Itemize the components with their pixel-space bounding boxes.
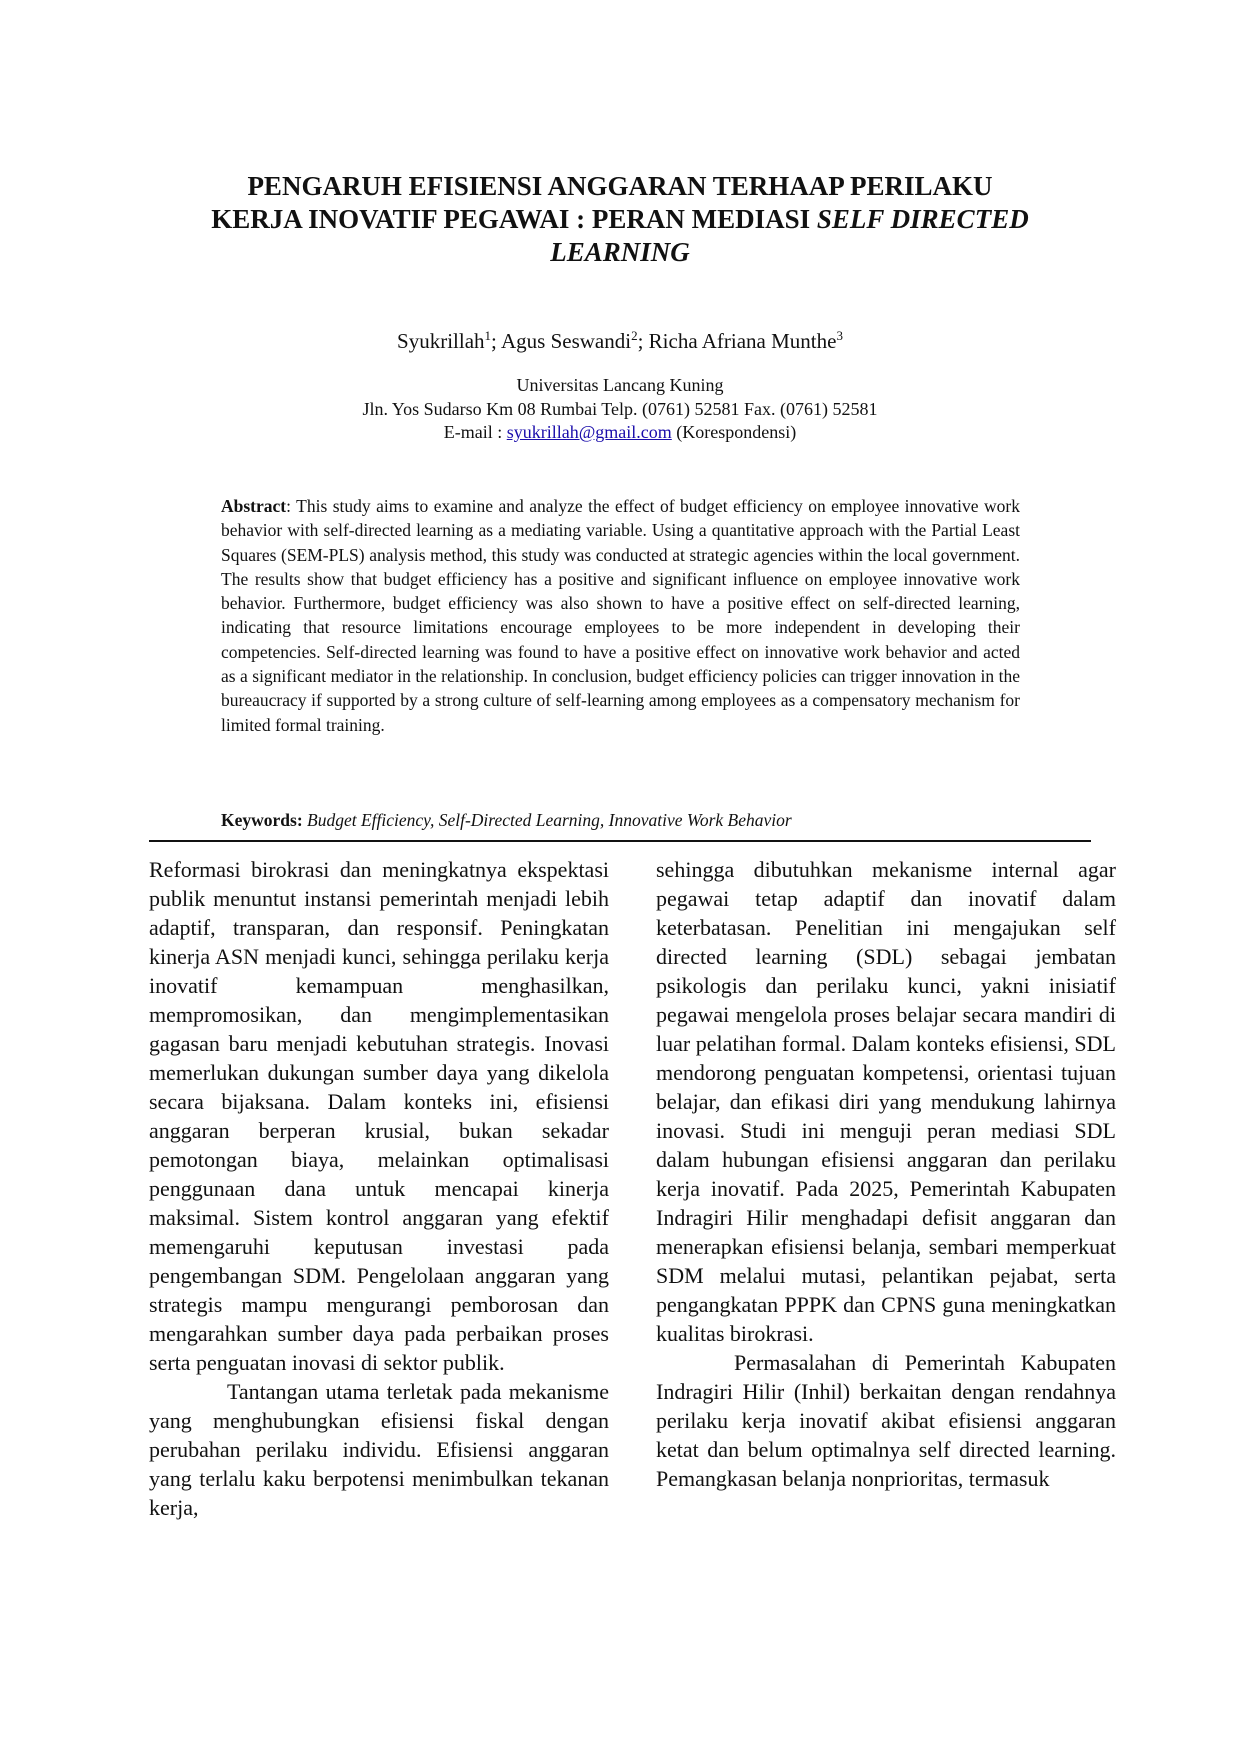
author-name-2: Agus Seswandi [500,329,632,353]
abstract-label: Abstract [221,496,287,516]
title-line-2-text: KERJA INOVATIF PEGAWAI : PERAN MEDIASI [211,204,817,234]
affiliation-university: Universitas Lancang Kuning [516,375,724,395]
keywords [221,808,1020,832]
email-link[interactable]: syukrillah@gmail.com [506,422,672,442]
author-sep-2: ; [637,329,649,353]
paper-title [120,170,1120,269]
email-note: (Korespondensi) [671,422,797,442]
author-sup-2: 2 [631,328,638,343]
abstract [221,494,1020,737]
title-line-3-italic: LEARNING [550,237,690,267]
author-sup-3: 3 [836,328,843,343]
affiliation [120,374,1120,445]
title-line-3 [120,236,1120,269]
title-line-2 [120,203,1120,236]
body-column-left [149,855,609,1522]
affiliation-email-line [120,421,1120,445]
body-column-right [656,855,1116,1493]
affiliation-address: Jln. Yos Sudarso Km 08 Rumbai Telp. (0761) 52581 Fax. (0761) 52581 [362,398,878,419]
body-paragraph-right-2: Permasalahan di Pemerintah Kabupaten Indragiri Hilir (Inhil) berkaitan dengan rendahnya perilaku kerja inovatif akibat efisiensi anggaran ketat dan belum optimalnya self directed learning. Pemangkasan belanja nonprioritas, termasuk [656,1350,1116,1491]
title-line-2-italic: SELF DIRECTED [816,204,1029,234]
body-paragraph-right-1: sehingga dibutuhkan mekanisme internal agar pegawai tetap adaptif dan inovatif dalam keterbatasan. Penelitian ini mengajukan self directed learning (SDL) sebagai jembatan psikologis dan perilaku kunci, yakni inisiatif pegawai mengelola proses belajar secara mandiri di luar pelatihan formal. Dalam konteks efisiensi, SDL mendorong penguatan kompetensi, orientasi tujuan belajar, dan efikasi diri yang mendukung lahirnya inovasi. Studi ini menguji peran mediasi SDL dalam hubungan efisiensi anggaran dan perilaku kerja inovatif. Pada 2025, Pemerintah Kabupaten Indragiri Hilir menghadapi defisit anggaran dan menerapkan efisiensi belanja, sembari memperkuat SDM melalui mutasi, pelantikan pejabat, serta pengangkatan PPPK dan CPNS guna meningkatkan kualitas birokrasi. [656,857,1116,1346]
author-list [120,323,1120,354]
email-label: E-mail : [443,422,507,442]
body-paragraph-left-2: Tantangan utama terletak pada mekanisme yang menghubungkan efisiensi fiskal dengan perubahan perilaku individu. Efisiensi anggaran yang terlalu kaku berpotensi menimbulkan tekanan kerja, [149,1379,609,1520]
keywords-label: Keywords: [221,810,303,830]
author-sep-1: ; [491,329,501,353]
title-line-1: PENGARUH EFISIENSI ANGGARAN TERHAAP PERILAKU [247,171,993,201]
author-sup-1: 1 [484,328,492,343]
body-paragraph-left-1: Reformasi birokrasi dan meningkatnya ekspektasi publik menuntut instansi pemerintah menjadi lebih adaptif, transparan, dan responsif. Peningkatan kinerja ASN menjadi kunci, sehingga perilaku kerja inovatif kemampuan menghasilkan, mempromosikan, dan mengimplementasikan gagasan baru menjadi kebutuhan strategis. Inovasi memerlukan dukungan sumber daya yang dikelola secara bijaksana. Dalam konteks ini, efisiensi anggaran berperan krusial, bukan sekadar pemotongan biaya, melainkan optimalisasi penggunaan dana untuk mencapai kinerja maksimal. Sistem kontrol anggaran yang efektif memengaruhi keputusan investasi pada pengembangan SDM. Pengelolaan anggaran yang strategis mampu mengurangi pemborosan dan mengarahkan sumber daya pada perbaikan proses serta penguatan inovasi di sektor publik. [149,857,609,1375]
author-name-3: Richa Afriana Munthe [648,329,837,353]
abstract-text: : This study aims to examine and analyze the effect of budget efficiency on employee innovative work behavior with self-directed learning as a mediating variable. Using a quantitative approach with the Partial Least Squares (SEM-PLS) analysis method, this study was conducted at strategic agencies within the local government. The results show that budget efficiency has a positive and significant influence on employee innovative work behavior. Furthermore, budget efficiency was also shown to have a positive effect on self-directed learning, indicating that resource limitations encourage employees to be more independent in developing their competencies. Self-directed learning was found to have a positive effect on innovative work behavior and acted as a significant mediator in the relationship. In conclusion, budget efficiency policies can trigger innovation in the bureaucracy if supported by a strong culture of self-learning among employees as a compensatory mechanism for limited formal training. [221,496,1020,735]
author-name-1: Syukrillah [397,329,485,353]
section-divider [149,840,1091,842]
keywords-text: Budget Efficiency, Self-Directed Learning, Innovative Work Behavior [302,810,792,830]
